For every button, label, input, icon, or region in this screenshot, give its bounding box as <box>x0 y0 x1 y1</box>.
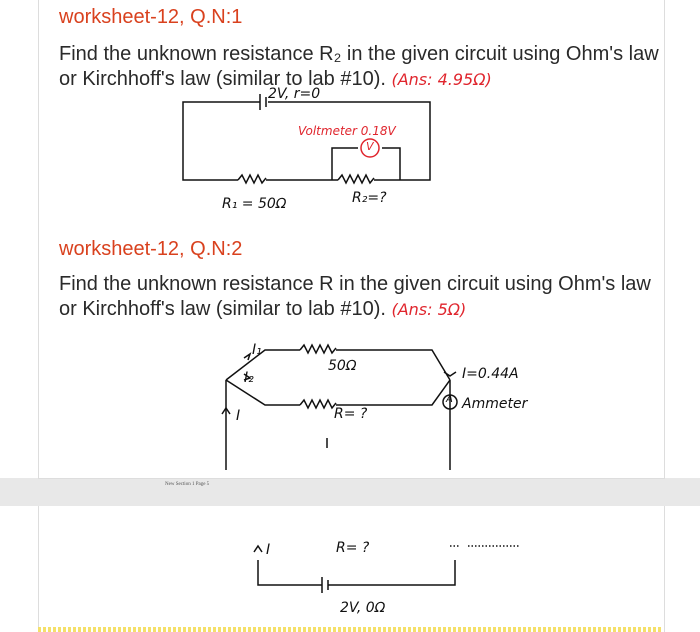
current-label: I=0.44A <box>462 366 519 382</box>
question-2-heading: worksheet-12, Q.N:2 <box>59 238 243 260</box>
r50-label: 50Ω <box>328 358 357 374</box>
question-1-body: Find the unknown resistance R₂ in the given circuit using Ohm's law or Kirchhoff's law (similar to lab #10). <box>59 43 659 90</box>
r-unknown-label: R= ? <box>334 406 368 422</box>
battery-label-1: 2V, r=0 <box>268 86 321 102</box>
voltmeter-v-icon: V <box>366 140 374 153</box>
question-2-body: Find the unknown resistance R in the given circuit using Ohm's law or Kirchhoff's law (similar to lab #10). <box>59 273 651 320</box>
question-1-heading: worksheet-12, Q.N:1 <box>59 6 243 28</box>
page2-battery-label: 2V, 0Ω <box>340 600 386 616</box>
page2-r-label: R= ? <box>336 540 370 556</box>
i2-label: I₂ <box>244 370 254 386</box>
page-note: New Section 1 Page 5 <box>165 482 210 487</box>
page2-i-label: I <box>266 542 271 558</box>
r2-label: R₂=? <box>352 190 387 206</box>
i1-label: I₁ <box>252 342 262 358</box>
bottom-border-strip <box>38 627 663 632</box>
r1-label: R₁ = 50Ω <box>222 196 287 212</box>
ammeter-label: Ammeter <box>462 396 528 412</box>
ammeter-a-icon: A <box>446 394 453 405</box>
i-label: I <box>236 408 241 424</box>
voltmeter-label: Voltmeter 0.18V <box>298 124 396 138</box>
question-1-answer: (Ans: 4.95Ω) <box>391 70 492 89</box>
question-2-answer: (Ans: 5Ω) <box>391 300 467 319</box>
